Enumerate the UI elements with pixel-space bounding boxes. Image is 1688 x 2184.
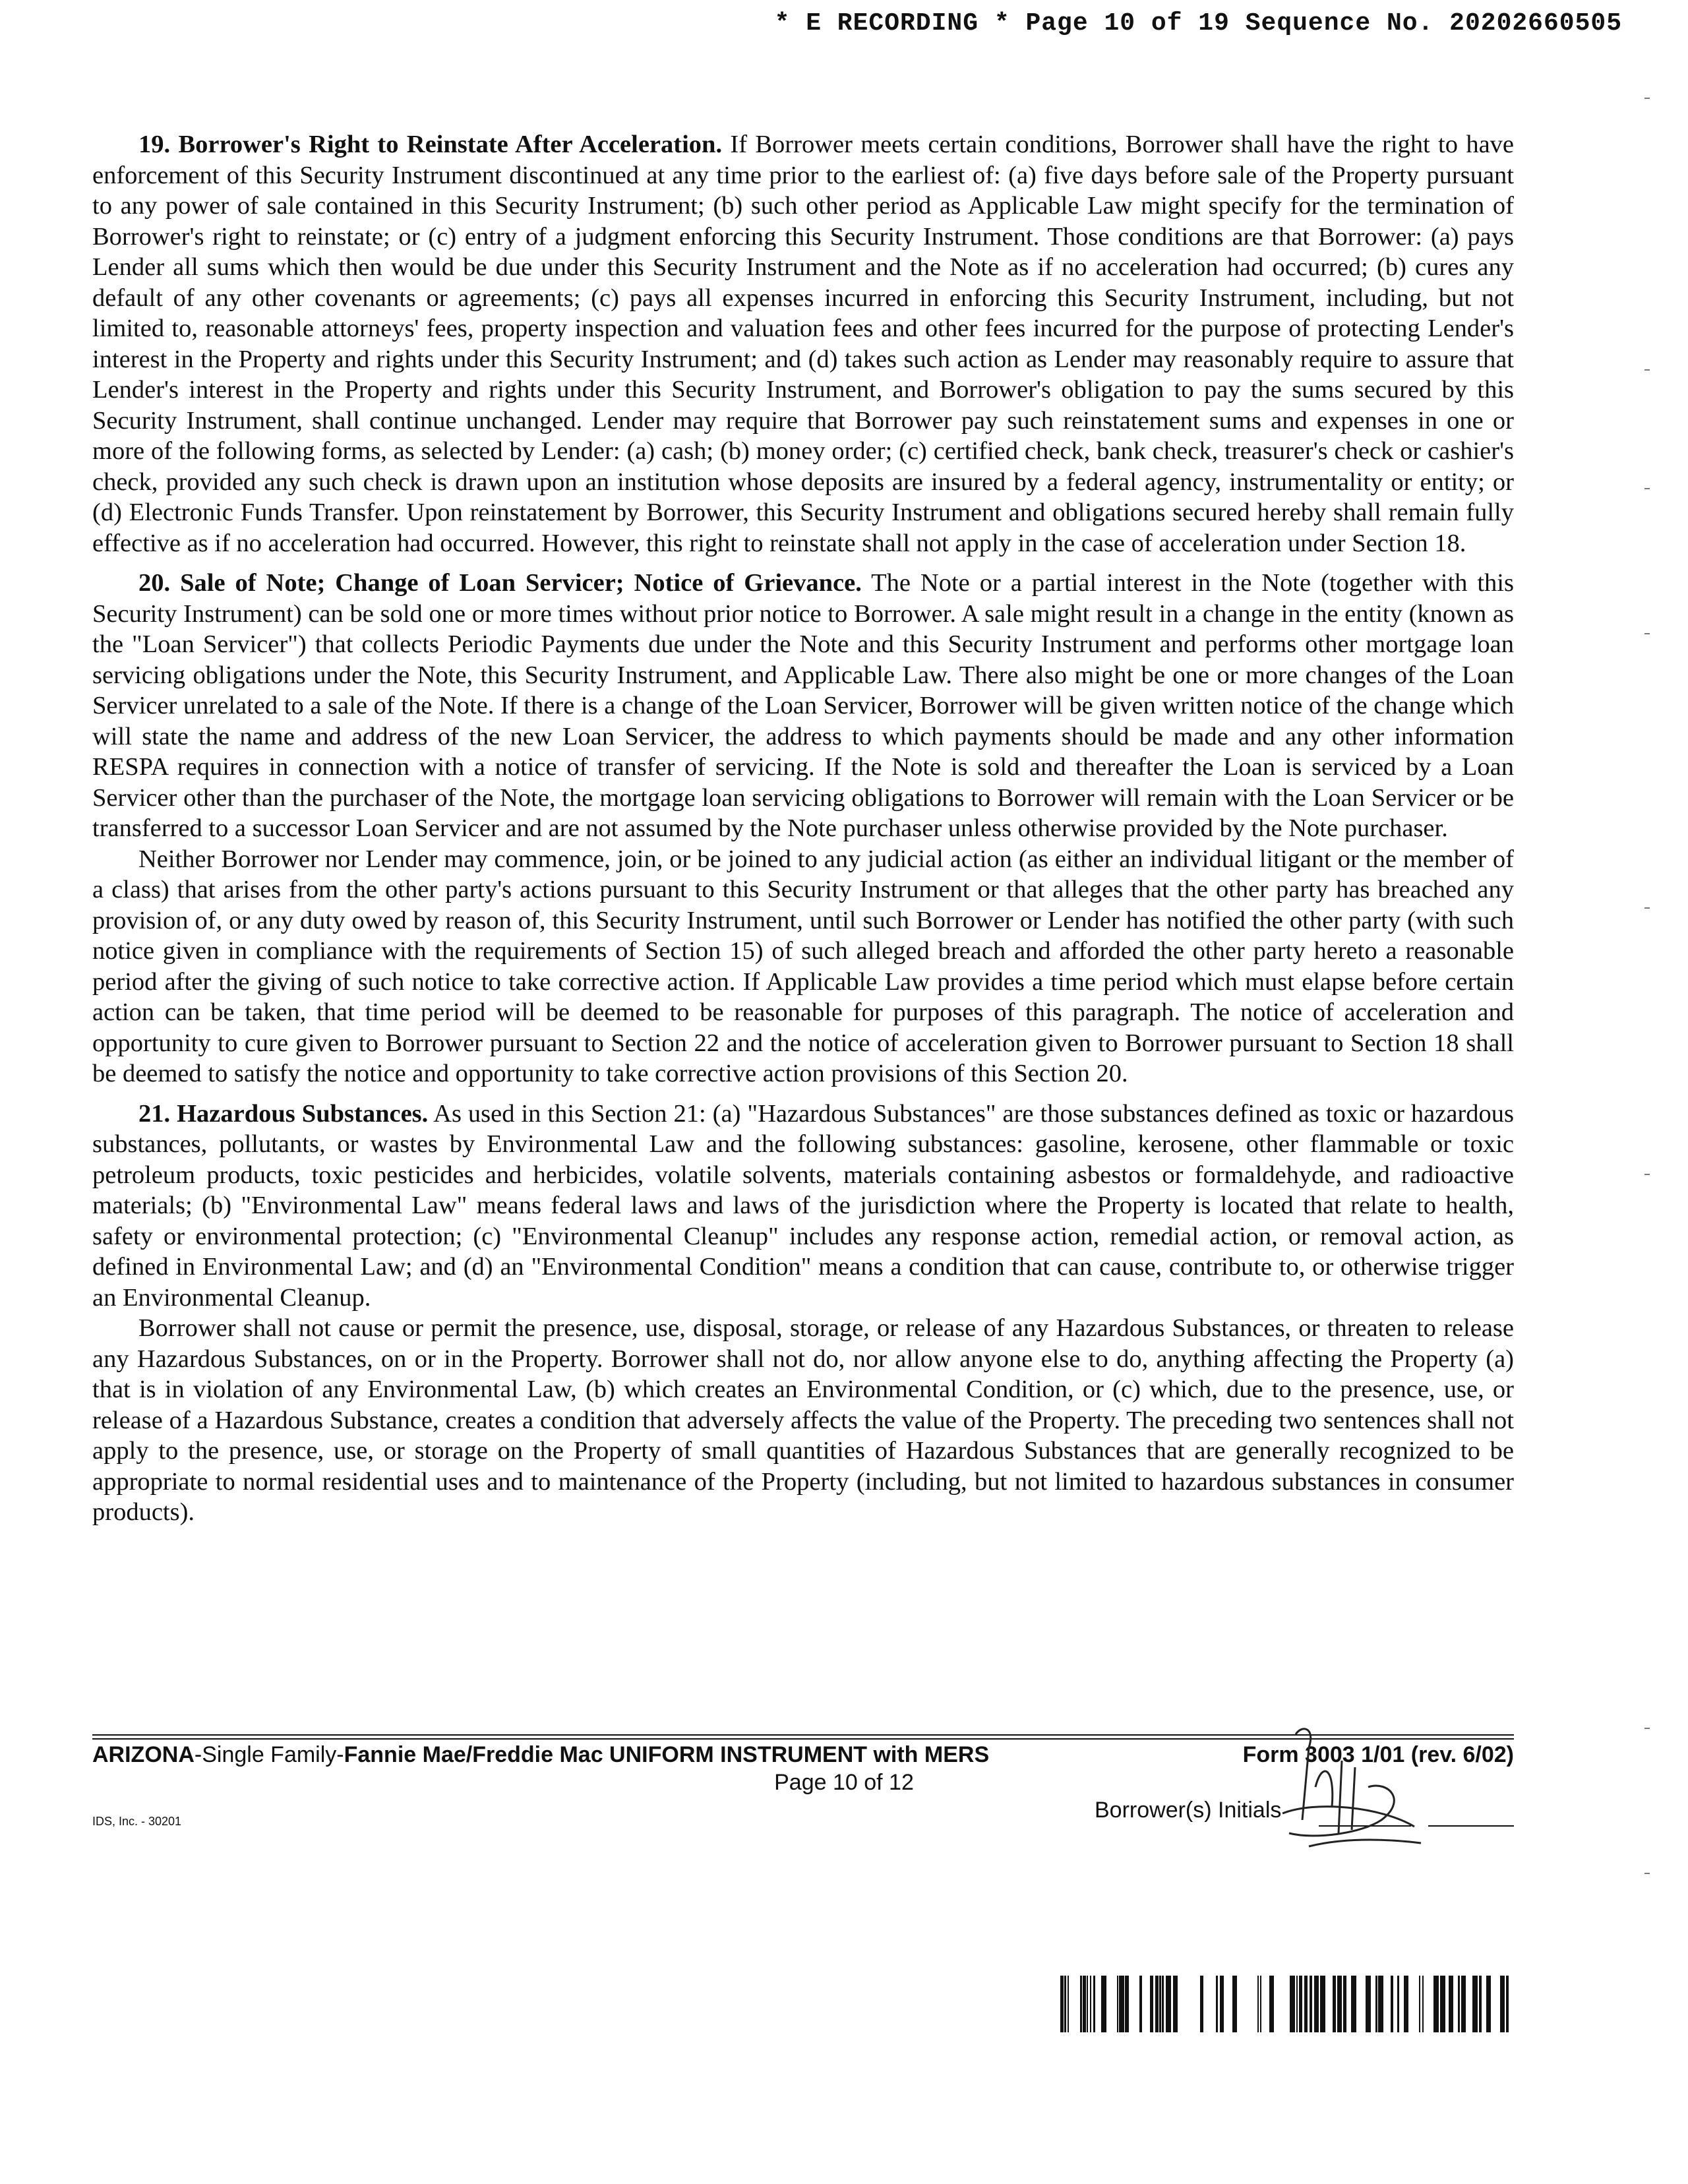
recording-header: * E RECORDING * Page 10 of 19 Sequence No. 20202660505 (774, 9, 1622, 38)
barcode-bar (1155, 1976, 1159, 2032)
barcode-bar (1333, 1976, 1336, 2032)
barcode-bar (1125, 1976, 1129, 2032)
barcode-bar (1064, 1976, 1066, 2032)
barcode-bar (1269, 1976, 1274, 2032)
barcode-bar (1404, 1976, 1408, 2032)
barcode-bar (1422, 1976, 1424, 2032)
barcode-bar (1351, 1976, 1356, 2032)
section-21-paragraph-2: Borrower shall not cause or permit the presence, use, disposal, storage, or release of any Hazardous Substances, or threaten to release any Hazardous Substances, on or in the Property. Borrower shall not do, nor allow anyone else to do, anything affecting the Property (a) that is in violation of any Environmental Law, (b) which creates an Environmental Condition, or (c) which, due to the presence, use, or release of a Hazardous Substance, creates a condition that adversely affects the value of the Property. The preceding two sentences shall not apply to the presence, use, or storage on the Property of small quantities of Hazardous Substances that are generally recognized to be appropriate to normal residential uses and to maintenance of the Property (including, but not limited to hazardous substances in consumer products). (92, 1314, 1514, 1526)
section-20 (92, 568, 1514, 844)
barcode-bar (1260, 1976, 1261, 2032)
footer-page-number: Page 10 of 12 (774, 1770, 914, 1795)
barcode-bar (1083, 1976, 1086, 2032)
barcode-bar (1366, 1976, 1371, 2032)
barcode-bar (1060, 1976, 1064, 2032)
section-19-heading: 19. Borrower's Right to Reinstate After Acceleration. (138, 131, 723, 158)
barcode-bar (1159, 1976, 1161, 2032)
margin-mark (1644, 1728, 1650, 1729)
barcode-bar (1461, 1976, 1466, 2032)
barcode-bar (1479, 1976, 1482, 2032)
footer-vendor: IDS, Inc. - 30201 (92, 1815, 182, 1828)
section-21 (92, 1099, 1514, 1314)
barcode-bar (1162, 1976, 1164, 2032)
borrower-initials-label: Borrower(s) Initials (1095, 1798, 1282, 1823)
footer-family: -Single Family- (194, 1742, 344, 1767)
footer-instrument: Fannie Mae/Freddie Mac UNIFORM INSTRUMENT with MERS (344, 1742, 990, 1767)
barcode-bar (1500, 1976, 1505, 2032)
barcode-bar (1087, 1976, 1088, 2032)
barcode-bar (1304, 1976, 1308, 2032)
barcode-bar (1397, 1976, 1399, 2032)
initials-line-2 (1428, 1825, 1514, 1827)
section-21-heading: 21. Hazardous Substances. (138, 1099, 429, 1128)
footer-instrument-title (92, 1742, 989, 1768)
barcode-bar (1216, 1976, 1218, 2032)
barcode-bar (1506, 1976, 1509, 2032)
barcode-bar (1433, 1976, 1439, 2032)
barcode-bar (1290, 1976, 1295, 2032)
margin-mark (1644, 488, 1650, 489)
initials-signature (1276, 1721, 1428, 1853)
section-20-paragraph-2: Neither Borrower nor Lender may commence, join, or be joined to any judicial action (as either an individual litigant or the member of a class) that arises from the other party's actions pursuant to this Security Instrument or that alleges that the other party has breached any provision of, or any duty owed by reason of, this Security Instrument, until such Borrower or Lender has notified the other party (with such notice given in compliance with the requirements of Section 15) of such alleged breach and afforded the other party hereto a reasonable period after the giving of such notice to take corrective action. If Applicable Law provides a time period which must elapse before certain action can be taken, that time period will be deemed to be reasonable for purposes of this paragraph. The notice of acceleration and opportunity to cure given to Borrower pursuant to Section 22 and the notice of acceleration given to Borrower pursuant to Section 18 shall be deemed to satisfy the notice and opportunity to take corrective action provisions of this Section 20. (92, 845, 1514, 1087)
barcode-bar (1200, 1976, 1203, 2032)
section-19-text: If Borrower meets certain conditions, Borrower shall have the right to have enforcement of this Security Instrument discontinued at any time prior to the earliest of: (a) five days before sale of the Property pursuant to any power of sale contained in this Security Instrument; (b) such other period as Applicable Law might specify for the termination of Borrower's right to reinstate; or (c) entry of a judgment enforcing this Security Instrument. Those conditions are that Borrower: (a) pays Lender all sums which then would be due under this Security Instrument and the Note as if no acceleration had occurred; (b) cures any default of any other covenants or agreements; (c) pays all expenses incurred in enforcing this Security Instrument, including, but not limited to, reasonable attorneys' fees, property inspection and valuation fees and other fees incurred for the purpose of protecting Lender's interest in the Property and rights under this Security Instrument; and (d) takes such action as Lender may reasonably require to assure that Lender's interest in the Property and rights under this Security Instrument, and Borrower's obligation to pay the sums secured by this Security Instrument, shall continue unchanged. Lender may require that Borrower pay such reinstatement sums and expenses in one or more of the following forms, as selected by Lender: (a) cash; (b) money order; (c) certified check, bank check, treasurer's check or cashier's check, provided any such check is drawn upon an institution whose deposits are insured by a federal agency, instrumentality or entity; or (d) Electronic Funds Transfer. Upon reinstatement by Borrower, this Security Instrument and obligations secured hereby shall remain fully effective as if no acceleration had occurred. However, this right to reinstate shall not apply in the case of acceleration under Section 18. (92, 131, 1514, 557)
barcode-bar (1296, 1976, 1298, 2032)
barcode-bar (1486, 1976, 1491, 2032)
barcode-bar (1440, 1976, 1445, 2032)
barcode-bar (1232, 1976, 1237, 2032)
section-19 (92, 129, 1514, 559)
margin-mark (1644, 98, 1650, 99)
barcode-bar (1117, 1976, 1118, 2032)
barcode-bar (1449, 1976, 1453, 2032)
barcode-bar (1320, 1976, 1325, 2032)
barcode-bar (1150, 1976, 1153, 2032)
barcode-bar (1139, 1976, 1142, 2032)
margin-mark (1644, 369, 1650, 371)
barcode-bar (1080, 1976, 1082, 2032)
footer-form-number: Form 3003 1/01 (rev. 6/02) (1242, 1742, 1514, 1767)
section-20-text: The Note or a partial interest in the Note (together with this Security Instrument) can be sold one or more times without prior notice to Borrower. A sale might result in a change in the entity (known as the "Loan Servicer") that collects Periodic Payments due under the Note and this Security Instrument and performs other mortgage loan servicing obligations under the Note, this Security Instrument, and Applicable Law. There also might be one or more changes of the Loan Servicer unrelated to a sale of the Note. If there is a change of the Loan Servicer, Borrower will be given written notice of the change which will state the name and address of the new Loan Servicer, the address to which payments should be made and any other information RESPA requires in connection with a notice of transfer of servicing. If the Note is sold and thereafter the Loan is serviced by a Loan Servicer other than the purchaser of the Note, the mortgage loan servicing obligations to Borrower will remain with the Loan Servicer or be transferred to a successor Loan Servicer and are not assumed by the Note purchaser unless otherwise provided by the Note purchaser. (92, 569, 1514, 842)
barcode-bar (1299, 1976, 1302, 2032)
margin-mark (1644, 1873, 1650, 1874)
margin-mark (1644, 907, 1650, 909)
margin-mark (1644, 1174, 1650, 1175)
section-20-heading: 20. Sale of Note; Change of Loan Servicer; Notice of Grievance. (138, 569, 862, 597)
document-body (92, 129, 1514, 1528)
barcode-bar (1220, 1976, 1224, 2032)
margin-mark (1644, 633, 1650, 634)
barcode-bar (1068, 1976, 1069, 2032)
barcode-bar (1173, 1976, 1178, 2032)
barcode-bar (1090, 1976, 1091, 2032)
barcode-bar (1314, 1976, 1319, 2032)
barcode-bar (1472, 1976, 1478, 2032)
barcode-bar (1101, 1976, 1106, 2032)
footer-state: ARIZONA (92, 1742, 195, 1767)
section-21-text: As used in this Section 21: (a) "Hazardous Substances" are those substances defined as toxic or hazardous substances, pollutants, or wastes by Environmental Law and the following substances: gasoline, kerosene, other flammable or toxic petroleum products, toxic pesticides and herbicides, volatile solvents, materials containing asbestos or formaldehyde, and radioactive materials; (b) "Environmental Law" means federal laws and laws of the jurisdiction where the Property is located that relate to health, safety or environmental protection; (c) "Environmental Cleanup" includes any response action, remedial action, or removal action, as defined in Environmental Law; and (d) an "Environmental Condition" means a condition that can cause, contribute to, or otherwise trigger an Environmental Cleanup. (92, 1099, 1514, 1312)
barcode-bar (1337, 1976, 1342, 2032)
barcode-bar (1343, 1976, 1346, 2032)
barcode-bar (1310, 1976, 1312, 2032)
barcode-bar (1391, 1976, 1393, 2032)
barcode-bar (1458, 1976, 1460, 2032)
barcode-bar (1419, 1976, 1420, 2032)
barcode-bar (1093, 1976, 1095, 2032)
recording-barcode (1060, 1976, 1509, 2032)
barcode-bar (1378, 1976, 1383, 2032)
barcode-bar (1119, 1976, 1124, 2032)
barcode-bar (1375, 1976, 1377, 2032)
barcode-bar (1166, 1976, 1171, 2032)
barcode-bar (1257, 1976, 1259, 2032)
